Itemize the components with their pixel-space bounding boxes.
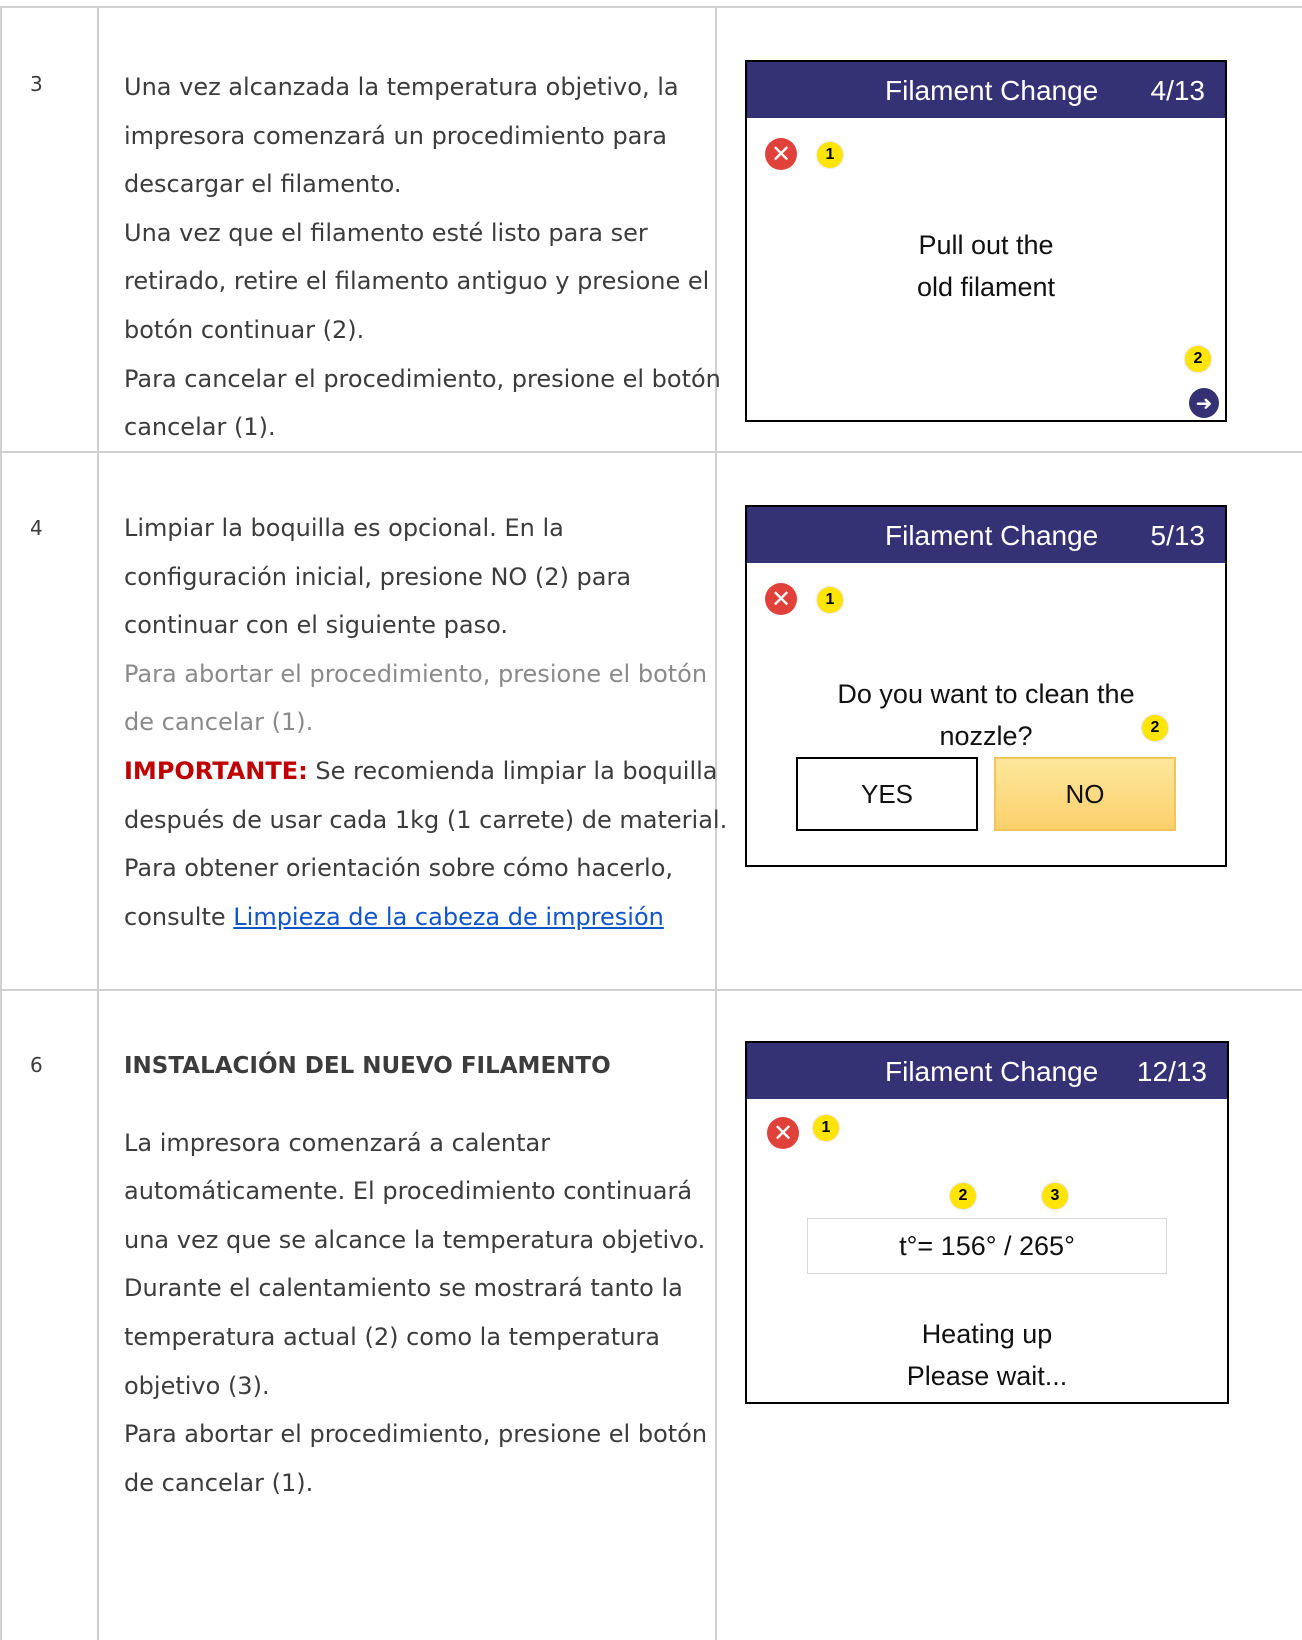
message-line: Please wait... bbox=[906, 1361, 1068, 1391]
paragraph: Durante el calentamiento se mostrará tanto la temperatura actual (2) como la temperatura objetivo (3). bbox=[124, 1274, 683, 1400]
paragraph: Una vez alcanzada la temperatura objetivo, la impresora comenzará un procedimiento para descargar el filamento. bbox=[124, 73, 679, 199]
message-line: nozzle? bbox=[939, 721, 1033, 751]
callout-badge: 3 bbox=[1042, 1183, 1068, 1209]
screen-message bbox=[747, 1313, 1227, 1397]
paragraph: La impresora comenzará a calentar automáticamente. El procedimiento continuará una vez que se alcance la temperatura objetivo. bbox=[124, 1128, 706, 1254]
table-divider-row2 bbox=[0, 989, 1302, 991]
screen-page-counter: 5/13 bbox=[1150, 520, 1205, 551]
arrow-right-circle-icon[interactable]: ➜ bbox=[1189, 388, 1219, 418]
callout-badge: 2 bbox=[950, 1183, 976, 1209]
callout-badge: 2 bbox=[1142, 715, 1168, 741]
close-circle-icon[interactable]: ✕ bbox=[765, 583, 797, 615]
screen-title: Filament Change bbox=[885, 520, 1099, 551]
step-description bbox=[124, 1042, 734, 1507]
screen-page-counter: 12/13 bbox=[1136, 1056, 1207, 1087]
printer-screen bbox=[745, 60, 1227, 422]
temperature-display: t°= 156° / 265° bbox=[807, 1218, 1167, 1274]
screen-header bbox=[747, 1043, 1227, 1099]
message-line: old filament bbox=[916, 272, 1056, 302]
table-divider-col1 bbox=[97, 6, 99, 1640]
step-number: 6 bbox=[30, 1053, 43, 1077]
table-border-left bbox=[0, 6, 2, 1640]
screen-title: Filament Change bbox=[885, 75, 1099, 106]
message-line: Do you want to clean the bbox=[837, 679, 1135, 709]
step-heading: INSTALACIÓN DEL NUEVO FILAMENTO bbox=[124, 1053, 611, 1079]
message-line: Pull out the bbox=[918, 230, 1054, 260]
screen-message bbox=[747, 224, 1225, 308]
callout-badge: 1 bbox=[813, 1115, 839, 1141]
important-paragraph bbox=[124, 747, 734, 941]
close-circle-icon[interactable]: ✕ bbox=[765, 138, 797, 170]
screen-header bbox=[747, 62, 1225, 118]
step-description bbox=[124, 504, 734, 941]
paragraph: Limpiar la boquilla es opcional. En la configuración inicial, presione NO (2) para continuar con el siguiente paso. bbox=[124, 514, 632, 640]
message-line: Heating up bbox=[921, 1319, 1053, 1349]
paragraph: Para cancelar el procedimiento, presione el botón cancelar (1). bbox=[124, 364, 721, 442]
printer-screen bbox=[745, 505, 1227, 867]
screen-title: Filament Change bbox=[885, 1056, 1099, 1087]
step-number: 3 bbox=[30, 72, 43, 96]
printer-screen bbox=[745, 1041, 1229, 1404]
paragraph: Para abortar el procedimiento, presione el botón de cancelar (1). bbox=[124, 659, 708, 737]
yes-button[interactable]: YES bbox=[796, 757, 978, 831]
important-label: IMPORTANTE: bbox=[124, 756, 308, 785]
paragraph: Para abortar el procedimiento, presione el botón de cancelar (1). bbox=[124, 1420, 708, 1497]
important-text: Se recomienda limpiar la boquilla después de usar cada 1kg (1 carrete) de material. Para obtener orientación sobre cómo hacerlo, consulte bbox=[124, 756, 728, 931]
step-description bbox=[124, 63, 734, 452]
table-border-top bbox=[0, 6, 1302, 8]
close-circle-icon[interactable]: ✕ bbox=[767, 1117, 799, 1149]
screen-page-counter: 4/13 bbox=[1150, 75, 1205, 106]
callout-badge: 1 bbox=[817, 142, 843, 168]
callout-badge: 1 bbox=[817, 587, 843, 613]
paragraph: Una vez que el filamento esté listo para ser retirado, retire el filamento antiguo y presione el botón continuar (2). bbox=[124, 218, 710, 344]
screen-header bbox=[747, 507, 1225, 563]
print-head-cleaning-link[interactable]: Limpieza de la cabeza de impresión bbox=[233, 902, 664, 931]
no-button[interactable]: NO bbox=[994, 757, 1176, 831]
step-number: 4 bbox=[30, 516, 43, 540]
callout-badge: 2 bbox=[1185, 346, 1211, 372]
